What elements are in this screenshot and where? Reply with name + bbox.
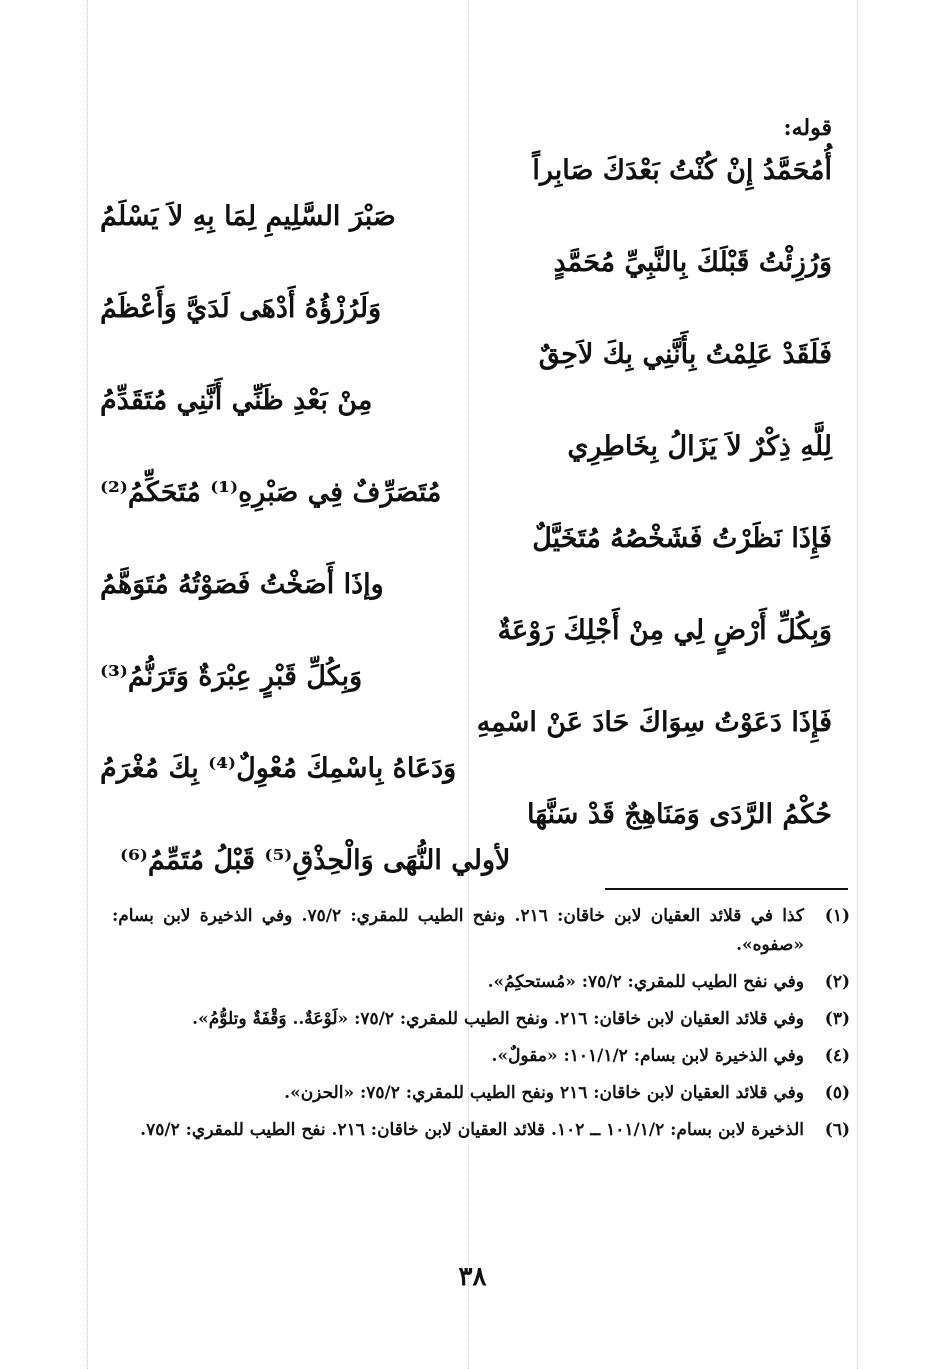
footnote-text: الذخيرة لابن بسام: ١٠١/١/٢ ــ ١٠٢. قلائد العقيان لابن خاقان: ٢١٦. نفح الطيب للمقري: ٧٥/٢.: [140, 1120, 804, 1140]
footnote-number: (٥): [824, 1083, 850, 1103]
footnote: [112, 902, 850, 960]
verse-6-second-hemistich: وَبِكُلِّ قَبْرٍ عِبْرَةٌ وَتَرَنُّمُ⁽³⁾: [100, 661, 363, 692]
verse-2-first-hemistich: وَرُزِئْتُ قَبْلَكَ بِالنَّبِيِّ مُحَمَّدٍ: [553, 247, 832, 278]
footnote: [112, 1079, 850, 1108]
poem-intro: قوله:: [783, 115, 832, 141]
footnote: [112, 1005, 850, 1034]
footnote-number: (١): [824, 906, 850, 926]
footnote-number: (٤): [824, 1046, 850, 1066]
margin-guide-right: [857, 0, 858, 1369]
verse-1-first-hemistich: أُمُحَمَّدُ إِنْ كُنْتُ بَعْدَكَ صَابِراً: [532, 155, 832, 186]
footnote-text: وفي قلائد العقيان لابن خاقان: ٢١٦ ونفح الطيب للمقري: ٧٥/٢: «الحزن».: [284, 1083, 804, 1103]
verse-8-second-hemistich: لأولي النُّهَى وَالْحِذْقِ⁽⁵⁾ قَبْلُ مُتَمِّمُ⁽⁶⁾: [120, 845, 511, 876]
verse-4-second-hemistich: مُتَصَرِّفٌ فِي صَبْرِهِ⁽¹⁾ مُتَحَكِّمُ⁽²⁾: [100, 477, 442, 508]
footnote-text: وفي نفح الطيب للمقري: ٧٥/٢: «مُستحكِمُ».: [487, 972, 804, 992]
verse-2-second-hemistich: وَلَرُزْؤُهُ أَدْهَى لَدَيَّ وَأَعْظَمُ: [100, 293, 382, 324]
verse-4-first-hemistich: لِلَّهِ ذِكْرٌ لاَ يَزَالُ بِخَاطِرِي: [567, 431, 832, 462]
verse-7-first-hemistich: فَإِذَا دَعَوْتُ سِوَاكَ حَادَ عَنْ اسْمِهِ: [476, 707, 832, 738]
verse-5-second-hemistich: وإذَا أَصَخْتُ فَصَوْتُهُ مُتَوَهَّمُ: [100, 569, 384, 600]
verse-1-second-hemistich: صَبْرَ السَّلِيمِ لِمَا بِهِ لاَ يَسْلَمُ: [100, 201, 396, 232]
verse-7-second-hemistich: وَدَعَاهُ بِاسْمِكَ مُعْوِلٌ⁽⁴⁾ بِكَ مُغْرَمُ: [100, 753, 457, 784]
footnote-number: (٣): [824, 1009, 850, 1029]
footnote: [112, 1042, 850, 1071]
verse-3-second-hemistich: مِنْ بَعْدِ ظَنِّي أَنَّنِي مُتَقَدِّمُ: [100, 385, 373, 416]
footnote-text: وفي قلائد العقيان لابن خاقان: ٢١٦. ونفح الطيب للمقري: ٧٥/٢: «لَوْعَةٌ.. وَقْفَةٌ وتلوُّمُ».: [192, 1009, 804, 1029]
footnote-separator: [605, 888, 848, 890]
footnotes: [112, 902, 850, 1153]
verse-6-first-hemistich: وَبِكُلِّ أَرْضٍ لِي مِنْ أَجْلِكَ رَوْعَةٌ: [497, 615, 832, 646]
footnote-number: (٦): [824, 1120, 850, 1140]
poem-section: [100, 108, 832, 884]
margin-guide-left: [87, 0, 88, 1369]
footnote-text: كذا في قلائد العقيان لابن خاقان: ٢١٦. ونفح الطيب للمقري: ٧٥/٢. وفي الذخيرة لابن بسام: «صفوه».: [112, 906, 804, 955]
footnote-text: وفي الذخيرة لابن بسام: ١٠١/١/٢: «مقولٌ».: [491, 1046, 804, 1066]
footnote-number: (٢): [824, 972, 850, 992]
verse-8-first-hemistich: حُكْمُ الرَّدَى وَمَنَاهِجٌ قَدْ سَنَّهَا: [526, 799, 832, 830]
footnote: [112, 1116, 850, 1145]
footnote: [112, 968, 850, 997]
verse-5-first-hemistich: فَإِذَا نَظَرْتُ فَشَخْصُهُ مُتَخَيَّلٌ: [532, 523, 832, 554]
page-number: ٣٨: [458, 1262, 487, 1292]
verse-3-first-hemistich: فَلَقَدْ عَلِمْتُ بِأَنَّنِي بِكَ لاَحِقٌ: [538, 339, 832, 370]
